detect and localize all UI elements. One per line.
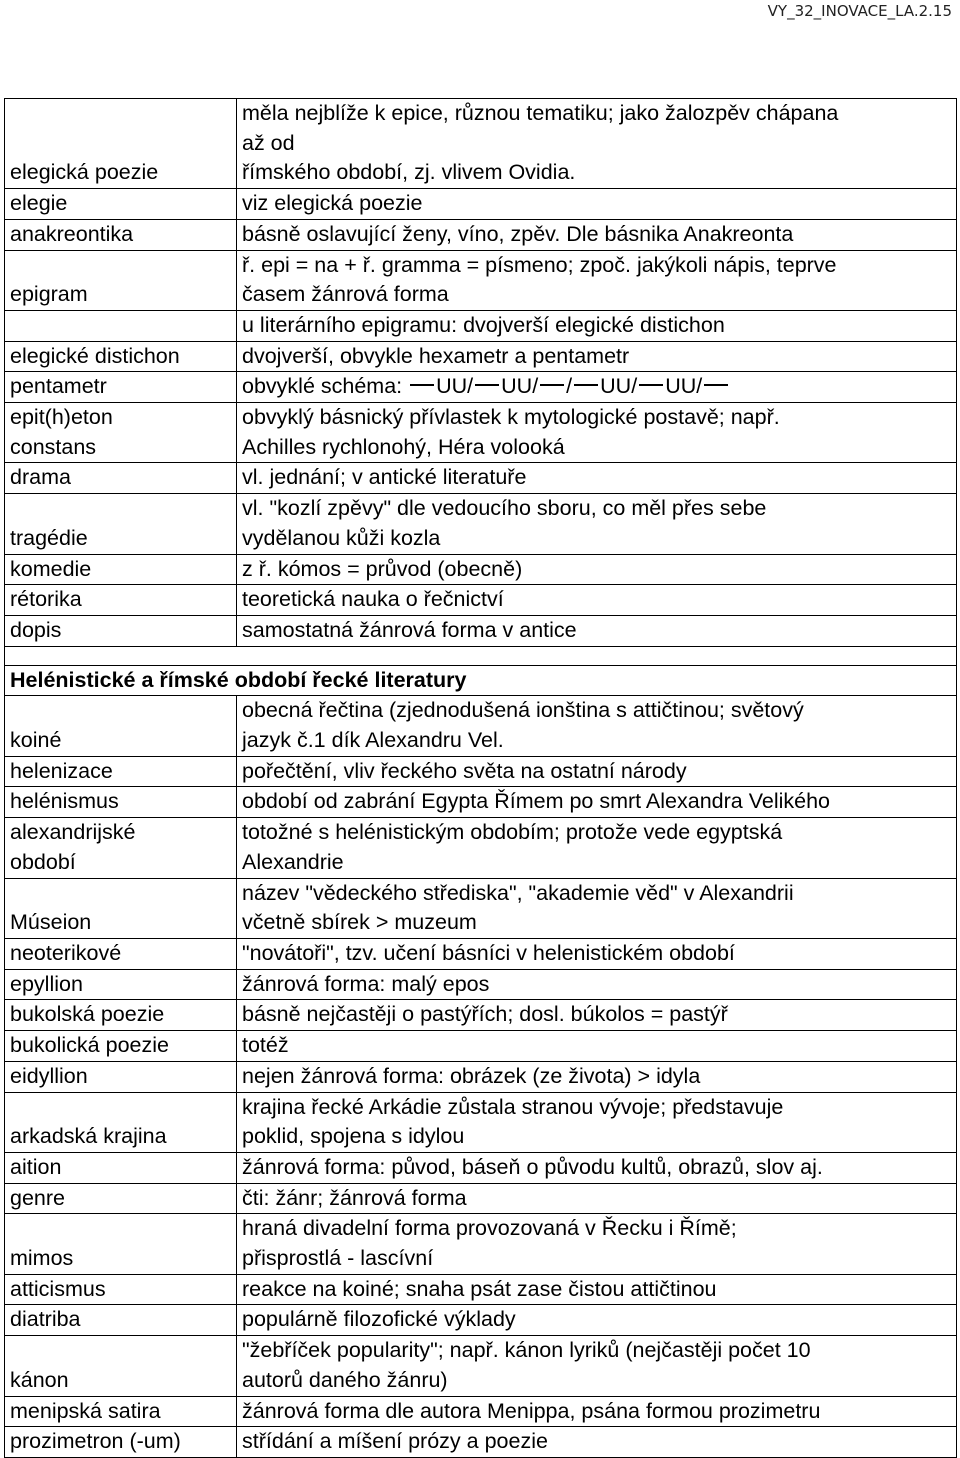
definition-text: obecná řečtina (zjednodušená ionština s attičtinou; světový [242, 698, 804, 723]
table-row [5, 615, 957, 646]
definition-text: Achilles rychlonohý, Héra volooká [242, 434, 565, 459]
term-text: dopis [10, 617, 62, 642]
definition-text: "žebříček popularity"; např. kánon lyriků (nejčastěji počet 10 [242, 1338, 811, 1363]
definition-cell [237, 403, 957, 463]
term-text: Múseion [10, 910, 92, 935]
term-text: constans [10, 434, 97, 459]
section-header-row [5, 665, 957, 696]
table-row [5, 554, 957, 585]
term-cell [5, 585, 237, 616]
term-cell [5, 219, 237, 250]
table-row [5, 696, 957, 756]
definition-text: ř. epi = na + ř. gramma = písmeno; zpoč. jakýkoli nápis, teprve [242, 252, 837, 277]
definition-text: čti: žánr; žánrová forma [242, 1185, 467, 1210]
definition-text: obvyklý básnický přívlastek k mytologické postavě; např. [242, 405, 780, 430]
table-row [5, 310, 957, 341]
definition-text: autorů daného žánru) [242, 1367, 448, 1392]
term-text: epigram [10, 282, 88, 307]
definition-cell [237, 1061, 957, 1092]
definition-cell [237, 463, 957, 494]
term-cell [5, 1092, 237, 1152]
table-row [5, 787, 957, 818]
table-row [5, 1000, 957, 1031]
term-text: elegická poezie [10, 160, 159, 185]
section-title: Helénistické a římské období řecké literatury [5, 665, 957, 696]
term-text: helenizace [10, 758, 113, 783]
table-row [5, 494, 957, 554]
term-cell [5, 1183, 237, 1214]
table-row [5, 585, 957, 616]
term-cell [5, 938, 237, 969]
definition-text: obvyklé schéma: UU/ UU/ / UU/ UU/ [242, 372, 951, 402]
definition-text: až od [242, 130, 295, 155]
term-text: menipská satira [10, 1398, 161, 1423]
definition-text: totéž [242, 1033, 289, 1058]
long-syllable-mark [704, 384, 728, 386]
term-cell [5, 878, 237, 938]
definition-cell [237, 189, 957, 220]
term-text: epit(h)eton [10, 405, 113, 430]
table-row [5, 1061, 957, 1092]
definition-cell [237, 1031, 957, 1062]
table-row [5, 341, 957, 372]
term-text: bukolická poezie [10, 1033, 169, 1058]
definition-text: pořečtění, vliv řeckého světa na ostatní národy [242, 758, 687, 783]
definition-text: žánrová forma: malý epos [242, 971, 490, 996]
table-row [5, 1274, 957, 1305]
term-text: bukolská poezie [10, 1002, 165, 1027]
long-syllable-mark [639, 384, 663, 386]
term-cell [5, 969, 237, 1000]
table-row [5, 1183, 957, 1214]
term-text: epyllion [10, 971, 83, 996]
table-row [5, 969, 957, 1000]
term-cell [5, 341, 237, 372]
term-text: anakreontika [10, 221, 134, 246]
definition-cell [237, 1092, 957, 1152]
term-text: eidyllion [10, 1063, 88, 1088]
definition-cell [237, 938, 957, 969]
term-cell [5, 403, 237, 463]
term-cell [5, 1427, 237, 1458]
term-cell [5, 787, 237, 818]
definition-cell [237, 1274, 957, 1305]
table-row [5, 99, 957, 189]
table-row [5, 878, 957, 938]
definition-text: krajina řecké Arkádie zůstala stranou vývoje; představuje [242, 1094, 784, 1119]
definition-cell [237, 1336, 957, 1396]
definition-cell [237, 554, 957, 585]
definition-cell [237, 787, 957, 818]
term-text: období [10, 849, 76, 874]
table-row [5, 463, 957, 494]
table-row [5, 403, 957, 463]
long-syllable-mark [574, 384, 598, 386]
term-text: koiné [10, 728, 62, 753]
definition-text: viz elegická poezie [242, 191, 423, 216]
long-syllable-mark [410, 384, 434, 386]
term-cell [5, 250, 237, 310]
definition-cell [237, 878, 957, 938]
definition-text: básně oslavující ženy, víno, zpěv. Dle básnika Anakreonta [242, 221, 794, 246]
term-cell [5, 1336, 237, 1396]
table-row [5, 372, 957, 403]
table-row [5, 1214, 957, 1274]
term-text: drama [10, 465, 71, 490]
term-text: komedie [10, 556, 92, 581]
definition-cell [237, 219, 957, 250]
term-cell [5, 1274, 237, 1305]
term-cell [5, 463, 237, 494]
long-syllable-mark [475, 384, 499, 386]
term-text: elegické distichon [10, 343, 180, 368]
term-text: kánon [10, 1367, 69, 1392]
definition-text: u literárního epigramu: dvojverší elegické distichon [242, 312, 725, 337]
table-row [5, 189, 957, 220]
definition-text: název "vědeckého střediska", "akademie věd" v Alexandrii [242, 880, 794, 905]
definition-cell [237, 1427, 957, 1458]
table-row [5, 219, 957, 250]
definition-cell [237, 696, 957, 756]
definition-text: vydělanou kůži kozla [242, 525, 441, 550]
term-cell [5, 1152, 237, 1183]
definition-text: jazyk č.1 dík Alexandru Vel. [242, 728, 504, 753]
definition-cell [237, 1152, 957, 1183]
definition-text: populárně filozofické výklady [242, 1307, 516, 1332]
term-text: neoterikové [10, 940, 122, 965]
term-text: aition [10, 1154, 62, 1179]
term-cell [5, 615, 237, 646]
definition-cell [237, 341, 957, 372]
definition-text: teoretická nauka o řečnictví [242, 587, 504, 612]
definition-text: reakce na koiné; snaha psát zase čistou attičtinou [242, 1276, 717, 1301]
definition-text: žánrová forma dle autora Menippa, psána formou prozimetru [242, 1398, 821, 1423]
document-code: VY_32_INOVACE_LA.2.15 [767, 2, 952, 20]
definition-text: Alexandrie [242, 849, 344, 874]
table-row [5, 818, 957, 878]
definition-cell [237, 585, 957, 616]
long-syllable-mark [540, 384, 564, 386]
definition-text: střídání a míšení prózy a poezie [242, 1429, 548, 1454]
definition-text: básně nejčastěji o pastýřích; dosl. búkolos = pastýř [242, 1002, 728, 1027]
definition-text: dvojverší, obvykle hexametr a pentametr [242, 343, 630, 368]
definition-cell [237, 969, 957, 1000]
table-row [5, 1152, 957, 1183]
table-row [5, 756, 957, 787]
term-cell [5, 189, 237, 220]
term-cell [5, 696, 237, 756]
definition-text: poklid, spojena s idylou [242, 1124, 465, 1149]
term-text: elegie [10, 191, 68, 216]
term-cell [5, 1061, 237, 1092]
definition-text: měla nejblíže k epice, různou tematiku; jako žalozpěv chápana [242, 101, 839, 125]
definition-cell [237, 615, 957, 646]
definition-cell [237, 756, 957, 787]
definition-text: z ř. kómos = průvod (obecně) [242, 556, 523, 581]
definition-cell [237, 1000, 957, 1031]
term-cell [5, 310, 237, 341]
definition-text: nejen žánrová forma: obrázek (ze života) > idyla [242, 1063, 701, 1088]
term-text: helénismus [10, 789, 119, 814]
term-text: pentametr [10, 374, 107, 399]
terms-table [4, 98, 957, 1458]
term-cell [5, 1396, 237, 1427]
definition-cell [237, 99, 957, 189]
table-row [5, 938, 957, 969]
definition-cell [237, 494, 957, 554]
term-cell [5, 818, 237, 878]
definition-text: hraná divadelní forma provozovaná v Řecku i Římě; [242, 1216, 737, 1241]
definition-cell [237, 1183, 957, 1214]
definition-text: totožné s helénistickým obdobím; protože vede egyptská [242, 820, 783, 845]
term-text: mimos [10, 1246, 74, 1271]
term-text: diatriba [10, 1307, 81, 1332]
term-text: prozimetron (-um) [10, 1429, 181, 1454]
term-cell [5, 494, 237, 554]
term-text: genre [10, 1185, 65, 1210]
definition-text: žánrová forma: původ, báseň o původu kultů, obrazů, slov aj. [242, 1154, 823, 1179]
separator-cell [5, 646, 957, 665]
definition-cell [237, 310, 957, 341]
definition-text: "novátoři", tzv. učení básníci v helenistickém období [242, 940, 735, 965]
term-cell [5, 1031, 237, 1062]
definition-text: vl. "kozlí zpěvy" dle vedoucího sboru, co měl přes sebe [242, 496, 767, 521]
definition-cell [237, 372, 957, 403]
table-row [5, 1305, 957, 1336]
definition-text: období od zabrání Egypta Římem po smrt Alexandra Velikého [242, 789, 831, 814]
term-cell [5, 1214, 237, 1274]
term-text: rétorika [10, 587, 82, 612]
definition-cell [237, 250, 957, 310]
definition-cell [237, 1214, 957, 1274]
definition-text: vl. jednání; v antické literatuře [242, 465, 527, 490]
table-row [5, 1427, 957, 1458]
term-cell [5, 554, 237, 585]
table-row [5, 1092, 957, 1152]
term-text: atticismus [10, 1276, 106, 1301]
term-text: alexandrijské [10, 820, 136, 845]
table-row [5, 250, 957, 310]
term-text: tragédie [10, 525, 88, 550]
definition-cell [237, 1396, 957, 1427]
separator-row [5, 646, 957, 665]
definition-text: časem žánrová forma [242, 282, 449, 307]
definition-cell [237, 818, 957, 878]
definition-text: včetně sbírek > muzeum [242, 910, 477, 935]
definition-text: samostatná žánrová forma v antice [242, 617, 577, 642]
table-row [5, 1031, 957, 1062]
term-cell [5, 756, 237, 787]
definition-text: římského období, zj. vlivem Ovidia. [242, 160, 576, 185]
definition-cell [237, 1305, 957, 1336]
term-cell [5, 1305, 237, 1336]
term-cell [5, 99, 237, 189]
table-row [5, 1336, 957, 1396]
term-cell [5, 372, 237, 403]
term-text: arkadská krajina [10, 1124, 167, 1149]
definition-text: přisprostlá - lascívní [242, 1246, 434, 1271]
term-cell [5, 1000, 237, 1031]
table-row [5, 1396, 957, 1427]
